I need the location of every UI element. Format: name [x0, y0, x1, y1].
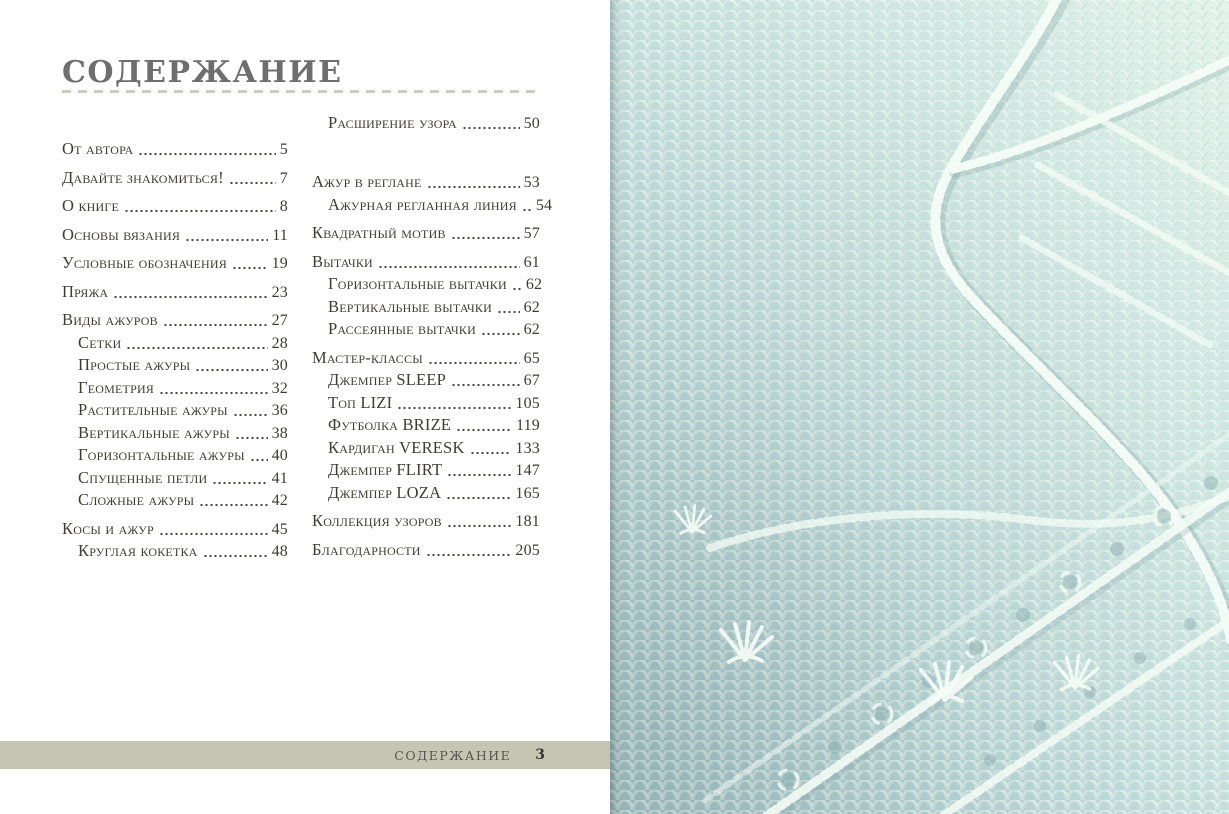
toc-entry-page: 42 — [271, 492, 288, 509]
dotted-leader — [427, 172, 520, 193]
toc-entry-label: Основы вязания — [62, 224, 181, 244]
dotted-leader — [447, 460, 511, 481]
toc-entry — [62, 310, 288, 331]
toc-entry — [62, 333, 288, 354]
toc-entry-page: 8 — [279, 198, 288, 215]
toc-entry-page: 205 — [515, 541, 540, 559]
toc-entry — [312, 172, 540, 193]
toc-entry — [312, 297, 540, 318]
toc-entry-page: 65 — [523, 349, 540, 367]
toc-entry-page: 5 — [279, 141, 288, 158]
toc-entry-label: Пряжа — [62, 281, 109, 301]
dotted-leader — [124, 196, 276, 217]
contents-page — [0, 0, 610, 814]
dotted-leader — [233, 400, 268, 421]
toc-entry — [312, 370, 540, 391]
toc-entry — [62, 445, 288, 466]
toc-entry-page: 7 — [279, 169, 288, 187]
dotted-leader — [138, 139, 275, 160]
toc-entry — [312, 511, 540, 532]
dotted-leader — [462, 113, 520, 134]
toc-entry-page: 38 — [271, 424, 288, 442]
toc-entry — [312, 194, 553, 216]
toc-entry — [62, 541, 288, 562]
toc-entry-label: Расширение узора — [328, 113, 457, 132]
toc-entry-label: Джемпер FLIRT — [328, 460, 443, 479]
toc-entry — [312, 483, 540, 504]
toc-column-right — [312, 113, 553, 561]
toc-entry-label: Вертикальные вытачки — [328, 296, 492, 316]
toc-entry-page: 28 — [271, 334, 288, 352]
toc-entry-page: 61 — [523, 253, 540, 271]
toc-entry-page: 36 — [271, 402, 288, 419]
footer-page-number: 3 — [535, 747, 545, 763]
toc-entry-page: 119 — [515, 417, 540, 434]
dotted-leader — [426, 540, 512, 561]
dotted-leader — [163, 310, 268, 331]
toc-entry — [62, 519, 288, 540]
toc-entry — [62, 282, 288, 303]
dotted-leader — [159, 378, 268, 399]
footer-bar — [0, 741, 610, 769]
dotted-leader — [126, 333, 267, 354]
dotted-leader — [446, 483, 511, 504]
toc-entry — [312, 415, 540, 436]
toc-entry-label: Косы и ажур — [62, 518, 154, 538]
toc-entry-page: 54 — [535, 196, 553, 214]
toc-entry-label: Ажурная регланная линия — [328, 194, 517, 214]
toc-entry-page: 41 — [271, 469, 288, 487]
toc-entry-page: 105 — [515, 394, 540, 412]
toc-entry-page: 165 — [515, 484, 540, 502]
toc-entry-label: Футболка BRIZE — [328, 415, 452, 434]
toc-entry-page: 53 — [523, 174, 540, 191]
dotted-leader — [481, 319, 520, 340]
dotted-leader — [229, 168, 276, 189]
toc-entry-label: Условные обозначения — [62, 253, 227, 272]
toc-entry-page: 30 — [271, 357, 288, 374]
dotted-leader — [451, 223, 520, 244]
dotted-leader — [232, 253, 268, 274]
dotted-leader — [212, 468, 267, 489]
toc-entry — [62, 378, 288, 399]
toc-entry-label: Мастер-классы — [312, 347, 423, 367]
toc-entry-label: Вытачки — [312, 251, 373, 271]
toc-entry-page: 45 — [271, 520, 288, 538]
toc-entry-label: Благодарности — [312, 539, 421, 559]
toc-entry-label: Горизонтальные вытачки — [328, 274, 507, 293]
dotted-leader — [497, 297, 520, 318]
toc-entry-label: Геометрия — [78, 377, 155, 397]
toc-entry-label: Джемпер LOZA — [328, 482, 442, 502]
toc-entry-label: Рассеянные вытачки — [328, 319, 476, 338]
toc-entry-label: Сетки — [78, 332, 122, 352]
dotted-leader — [199, 490, 267, 511]
toc-entry — [62, 139, 288, 160]
knitted-fabric-photo — [610, 0, 1229, 814]
toc-entry — [62, 253, 288, 274]
toc-entry-label: Спущенные петли — [78, 467, 208, 487]
toc-entry-page: 19 — [271, 255, 288, 272]
toc-entry-page: 23 — [271, 283, 288, 301]
toc-entry-page: 48 — [271, 543, 288, 560]
knit-texture-illustration — [610, 0, 1229, 814]
toc-entry-label: Растительные ажуры — [78, 400, 228, 419]
footer-label: СОДЕРЖАНИЕ — [394, 747, 512, 763]
dotted-leader — [203, 541, 268, 562]
toc-entry — [62, 490, 288, 511]
toc-entry-label: Коллекция узоров — [312, 511, 442, 530]
toc-entry — [312, 113, 540, 134]
toc-entry-label: О книге — [62, 196, 120, 215]
toc-entry-label: От автора — [62, 139, 134, 158]
toc-entry-page: 27 — [271, 312, 288, 329]
toc-entry — [312, 348, 540, 369]
toc-entry-page: 62 — [523, 321, 540, 338]
toc-entry-page: 32 — [271, 379, 288, 397]
toc-entry-label: Ажур в реглане — [312, 172, 422, 191]
dotted-leader — [185, 225, 268, 246]
toc-entry — [62, 225, 288, 246]
dotted-leader — [235, 423, 268, 444]
toc-entry-page: 40 — [271, 447, 288, 464]
toc-entry-label: Джемпер SLEEP — [328, 370, 446, 389]
toc-entry-label: Топ LIZI — [328, 392, 393, 412]
dotted-leader — [456, 415, 512, 436]
title-underline — [62, 90, 540, 93]
toc-entry — [62, 168, 288, 189]
toc-entry-page: 67 — [523, 372, 540, 389]
toc-entry-page: 147 — [515, 462, 540, 479]
toc-entry-page: 181 — [515, 513, 540, 530]
dotted-leader — [159, 519, 268, 540]
dotted-leader — [113, 282, 267, 303]
toc-column-left — [62, 139, 288, 562]
dotted-leader — [428, 348, 520, 369]
toc-entry — [312, 319, 540, 340]
dotted-leader — [195, 355, 267, 376]
dotted-leader — [250, 445, 268, 466]
toc-entry — [62, 355, 288, 376]
dotted-leader — [522, 195, 532, 216]
page-title: СОДЕРЖАНИЕ — [62, 55, 343, 90]
toc-entry — [312, 252, 540, 273]
toc-entry — [312, 393, 540, 414]
toc-entry-label: Давайте знакомиться! — [62, 167, 224, 187]
toc-entry-label: Сложные ажуры — [78, 490, 195, 509]
toc-entry — [62, 423, 288, 444]
toc-entry-page: 62 — [525, 276, 543, 293]
toc-entry — [312, 438, 540, 459]
toc-entry — [62, 468, 288, 489]
toc-entry — [312, 460, 540, 481]
dotted-leader — [447, 511, 512, 532]
toc-entry-page: 57 — [523, 225, 540, 242]
dotted-leader — [470, 438, 512, 459]
toc-entry-page: 133 — [515, 439, 540, 457]
toc-entry-page: 11 — [272, 226, 288, 244]
dotted-leader — [378, 252, 520, 273]
dotted-leader — [397, 393, 511, 414]
toc-entry-label: Простые ажуры — [78, 355, 191, 374]
dotted-leader — [451, 370, 520, 391]
toc-entry — [312, 223, 540, 244]
toc-entry — [62, 400, 288, 421]
toc-entry — [312, 540, 540, 561]
toc-entry-label: Кардиган VERESK — [328, 437, 465, 457]
dotted-leader — [512, 274, 522, 295]
toc-entry-page: 62 — [523, 298, 540, 316]
toc-entry — [312, 274, 543, 295]
toc-entry-label: Квадратный мотив — [312, 223, 446, 242]
toc-entry — [62, 196, 288, 217]
toc-entry-label: Вертикальные ажуры — [78, 422, 230, 442]
toc-entry-page: 50 — [523, 115, 540, 132]
toc-entry-label: Виды ажуров — [62, 310, 158, 329]
toc-entry-label: Горизонтальные ажуры — [78, 445, 245, 464]
toc-entry-label: Круглая кокетка — [78, 541, 198, 560]
